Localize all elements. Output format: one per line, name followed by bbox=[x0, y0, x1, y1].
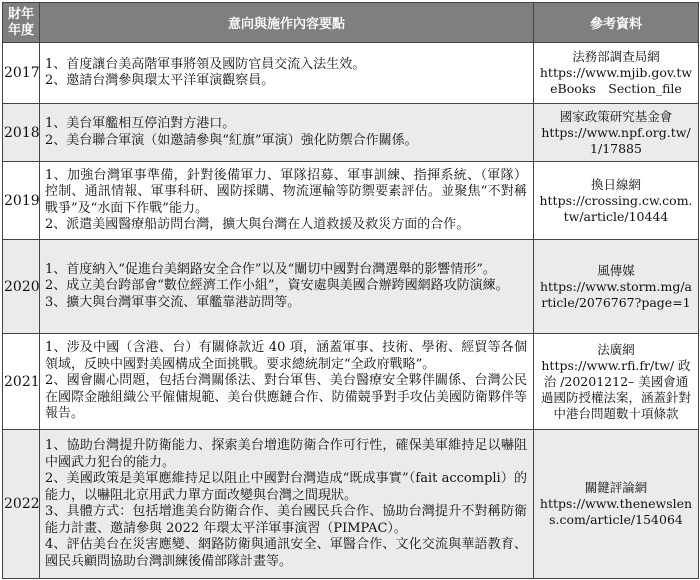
year-cell: 2017 bbox=[3, 43, 40, 104]
reference-text: 法廣網 https://www.rfi.fr/tw/ 政治 /20201212– 美國會通過國防授權法案，涵蓋針對中港台問題數十項條款 bbox=[540, 341, 691, 421]
reference-text: 風傳媒 https://www.storm.mg/article/2076767?page=1 bbox=[539, 262, 693, 310]
header-reference-label: 參考資料 bbox=[589, 17, 642, 32]
table-row bbox=[3, 334, 699, 430]
content-item: 2、美國政策是美軍應維持足以阻止中國對台灣造成“既成事實”（fait accompli）的能力，以嚇阻北京用武力單方面改變與台灣之間現狀。 bbox=[45, 471, 527, 503]
table-row bbox=[3, 430, 699, 579]
content-item: 1、涉及中國（含港、台）有關條款近 40 項，涵蓋軍事、技術、學術、經貿等各個領域，反映中國對美國構成全面挑戰。要求總統制定“全政府戰略”。 bbox=[45, 340, 527, 372]
content-item: 1、加強台灣軍事準備，針對後備軍力、軍隊招募、軍事訓練、指揮系統、（軍隊）控制、通訊情報、軍事科研、國防採購、物流運輸等防禦要素評估。並聚焦“不對稱戰爭”及“水面下作戰”能力。 bbox=[45, 167, 527, 216]
header-content-label: 意向與施作內容要點 bbox=[227, 17, 345, 32]
content-cell bbox=[40, 334, 534, 430]
table-row bbox=[3, 162, 699, 240]
reference-url: https://www.thenewslens.com/article/154064 bbox=[539, 496, 693, 527]
reference-cell bbox=[534, 43, 699, 104]
header-content bbox=[40, 3, 534, 43]
header-reference bbox=[534, 3, 699, 43]
table-row bbox=[3, 104, 699, 162]
content-cell bbox=[40, 43, 534, 104]
policy-table bbox=[2, 2, 699, 579]
year-cell: 2020 bbox=[3, 240, 40, 334]
header-year-label: 財年年度 bbox=[7, 6, 34, 38]
reference-cell bbox=[534, 334, 699, 430]
reference-text: 法務部調查局網 bbox=[572, 49, 660, 64]
year-cell: 2021 bbox=[3, 334, 40, 430]
content-item: 1、美台軍艦相互停泊對方港口。 bbox=[45, 116, 236, 131]
reference-text: 關鍵評論網 bbox=[584, 480, 648, 495]
table-row bbox=[3, 240, 699, 334]
table-row bbox=[3, 43, 699, 104]
reference-url: https://www.mjib.gov.tw eBooks Section_file bbox=[539, 65, 693, 96]
content-item: 3、擴大與台灣軍事交流、軍艦靠港訪問等。 bbox=[45, 294, 301, 310]
reference-cell bbox=[534, 430, 699, 579]
content-item: 4、評估美台在災害應變、網路防衛與通訊安全、軍醫合作、文化交流與華語教育、國民兵顧問協助台灣訓練後備部隊計畫等。 bbox=[45, 537, 527, 569]
year-cell: 2022 bbox=[3, 430, 40, 579]
reference-text: 國家政策研究基金會 https://www.npf.org.tw/1/17885 bbox=[541, 108, 691, 156]
year-cell: 2019 bbox=[3, 162, 40, 240]
content-item: 2、邀請台灣參與環太平洋軍演觀察員。 bbox=[45, 73, 275, 88]
content-item: 1、協助台灣提升防衛能力、探索美台增進防衛合作可行性，確保美軍維持足以嚇阻中國武力犯台的能力。 bbox=[45, 438, 527, 470]
header-year bbox=[3, 3, 40, 43]
content-item: 1、首度納入“促進台美網路安全合作”以及“闡切中國對台灣選舉的影響情形”。 bbox=[45, 261, 496, 277]
content-item: 2、國會關心問題，包括台灣關係法、對台軍售、美台醫療安全夥伴關係、台灣公民在國際金融組織公平僱傭規範、美台供應鏈合作、防備競爭對手攻佔美國防衛夥伴等報告。 bbox=[45, 373, 527, 422]
content-item: 3、具體方式：包括增進美台防衛合作、美台國民兵合作、協助台灣提升不對稱防衛能力計畫、邀請參與 2022 年環太平洋軍事演習（PIMPAC）。 bbox=[45, 504, 527, 536]
content-item: 2、成立美台跨部會“數位經濟工作小組”，資安處與美國合辦跨國網路攻防演練。 bbox=[45, 278, 509, 294]
content-item: 2、派遣美國醫療船訪問台灣，擴大與台灣在人道救援及救災方面的合作。 bbox=[45, 217, 470, 232]
reference-cell bbox=[534, 240, 699, 334]
table-header-row bbox=[3, 3, 699, 43]
reference-cell bbox=[534, 104, 699, 162]
content-cell bbox=[40, 240, 534, 334]
document-page bbox=[2, 2, 698, 578]
content-item: 1、首度讓台美高階軍事將領及國防官員交流入法生效。 bbox=[45, 56, 366, 72]
content-cell bbox=[40, 430, 534, 579]
content-cell bbox=[40, 162, 534, 240]
reference-url: https://crossing.cw.com.tw/article/10444 bbox=[539, 192, 693, 224]
content-cell bbox=[40, 104, 534, 162]
content-item: 2、美台聯合軍演（如邀請參與“紅旗”軍演）強化防禦合作關係。 bbox=[45, 132, 418, 148]
reference-text: 換日線網 bbox=[590, 176, 641, 192]
reference-cell bbox=[534, 162, 699, 240]
year-cell: 2018 bbox=[3, 104, 40, 162]
